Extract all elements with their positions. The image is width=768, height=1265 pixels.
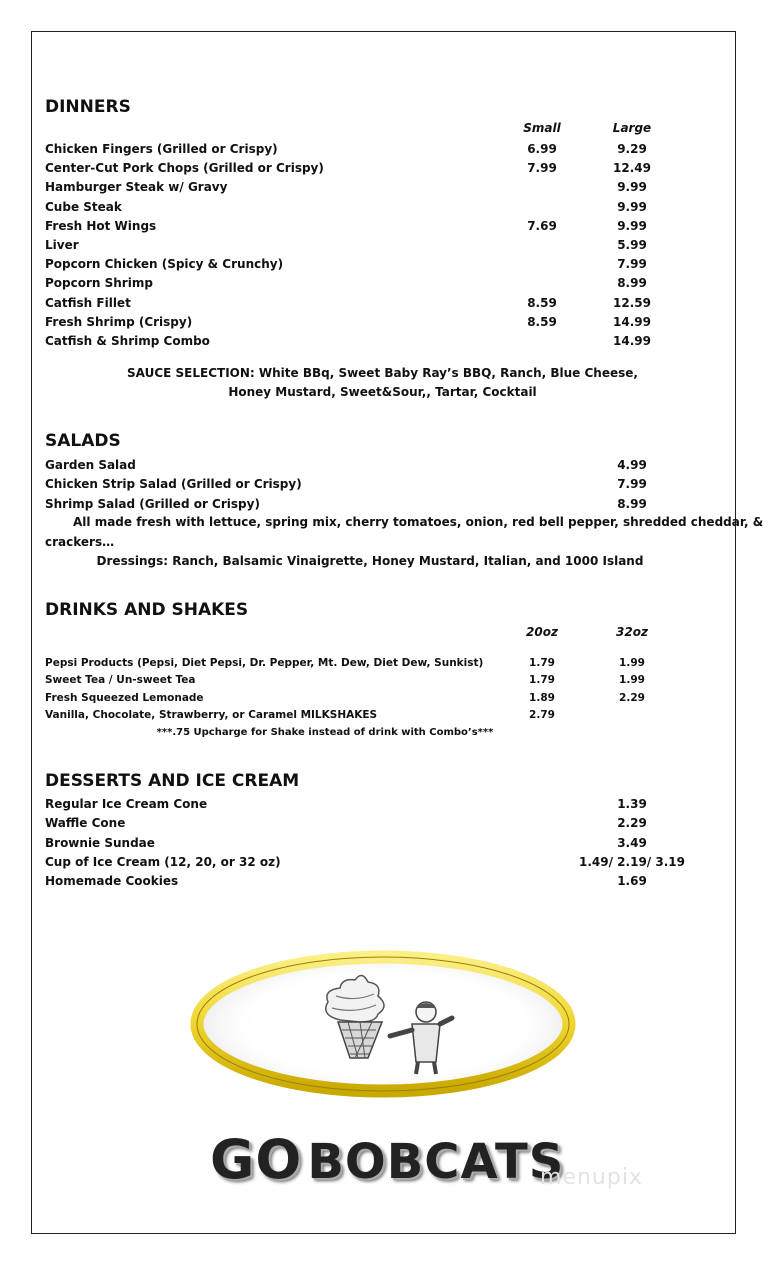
dinner-item-small-price: 6.99 [527,142,557,156]
salads-dressings: Dressings: Ranch, Balsamic Vinaigrette, Honey Mustard, Italian, and 1000 Island [96,554,644,568]
dinners-heading: DINNERS [45,97,131,117]
drink-item-20oz-price: 2.79 [529,709,555,721]
salad-item-price: 8.99 [617,497,647,511]
dessert-item-price: 3.49 [617,836,647,850]
salad-item-price: 4.99 [617,458,647,472]
drink-item-name: Vanilla, Chocolate, Strawberry, or Caramel MILKSHAKES [45,709,378,721]
dinner-item-name: Center-Cut Pork Chops (Grilled or Crispy) [45,161,324,175]
slogan-go: GO [210,1128,303,1191]
drink-item-32oz-price: 2.29 [619,692,645,704]
drinks-heading: DRINKS AND SHAKES [45,600,249,620]
dinner-item-large-price: 5.99 [617,238,647,252]
dinner-item-small-price: 7.69 [527,219,557,233]
drinks-col-20oz: 20oz [526,625,558,639]
dinner-item-large-price: 7.99 [617,257,647,271]
dessert-item-price: 1.69 [617,874,647,888]
drink-item-20oz-price: 1.79 [529,674,555,686]
dinner-item-large-price: 9.99 [617,200,647,214]
menupix-watermark: menupix [540,1165,643,1190]
dessert-item-name: Cup of Ice Cream (12, 20, or 32 oz) [45,855,281,869]
salads-note-line1: All made fresh with lettuce, spring mix, cherry tomatoes, onion, red bell pepper, shredded cheddar, & [73,515,764,529]
drink-item-name: Fresh Squeezed Lemonade [45,692,204,704]
salad-item-price: 7.99 [617,477,647,491]
dinner-item-large-price: 8.99 [617,276,647,290]
dinner-item-name: Popcorn Shrimp [45,276,153,290]
salads-heading: SALADS [45,431,121,451]
desserts-heading: DESSERTS AND ICE CREAM [45,771,300,791]
drink-item-32oz-price: 1.99 [619,674,645,686]
dessert-item-price: 1.49/ 2.19/ 3.19 [579,855,685,869]
salad-item-name: Garden Salad [45,458,136,472]
dinner-item-large-price: 9.29 [617,142,647,156]
dessert-item-price: 1.39 [617,797,647,811]
dinner-item-small-price: 7.99 [527,161,557,175]
dinner-item-name: Liver [45,238,79,252]
drink-item-20oz-price: 1.79 [529,657,555,669]
dinner-item-small-price: 8.59 [527,315,557,329]
dinner-item-name: Catfish Fillet [45,296,131,310]
dinners-col-small: Small [523,121,561,135]
salads-note-line2: crackers… [45,535,115,549]
salad-item-name: Shrimp Salad (Grilled or Crispy) [45,497,260,511]
dinner-item-large-price: 9.99 [617,219,647,233]
drinks-col-32oz: 32oz [616,625,648,639]
dessert-item-price: 2.29 [617,816,647,830]
drink-item-20oz-price: 1.89 [529,692,555,704]
dinner-item-large-price: 9.99 [617,180,647,194]
dinner-item-name: Fresh Shrimp (Crispy) [45,315,193,329]
dinner-item-large-price: 14.99 [613,334,651,348]
drink-item-32oz-price: 1.99 [619,657,645,669]
dessert-item-name: Regular Ice Cream Cone [45,797,208,811]
dinners-col-large: Large [612,121,652,135]
dinner-item-name: Chicken Fingers (Grilled or Crispy) [45,142,278,156]
dinner-item-small-price: 8.59 [527,296,557,310]
dinner-item-name: Hamburger Steak w/ Gravy [45,180,228,194]
salad-item-name: Chicken Strip Salad (Grilled or Crispy) [45,477,302,491]
dinner-item-large-price: 12.49 [613,161,651,175]
dinner-item-name: Fresh Hot Wings [45,219,157,233]
dinner-item-large-price: 12.59 [613,296,651,310]
sauce-selection-line1: SAUCE SELECTION: White BBq, Sweet Baby Ray’s BBQ, Ranch, Blue Cheese, [127,366,638,380]
dinner-item-name: Cube Steak [45,200,122,214]
dinner-item-name: Popcorn Chicken (Spicy & Crunchy) [45,257,284,271]
drinks-upcharge-note: ***.75 Upcharge for Shake instead of drink with Combo’s*** [156,727,494,738]
slogan-bobcats: BOBCATS [307,1134,565,1190]
dessert-item-name: Homemade Cookies [45,874,179,888]
sauce-selection-line2: Honey Mustard, Sweet&Sour,, Tartar, Cocktail [228,385,537,399]
dessert-item-name: Waffle Cone [45,816,126,830]
dinner-item-name: Catfish & Shrimp Combo [45,334,210,348]
drink-item-name: Sweet Tea / Un-sweet Tea [45,674,196,686]
dessert-item-name: Brownie Sundae [45,836,155,850]
ice-cream-logo [190,950,580,1100]
dinner-item-large-price: 14.99 [613,315,651,329]
slogan [210,1128,564,1191]
drink-item-name: Pepsi Products (Pepsi, Diet Pepsi, Dr. Pepper, Mt. Dew, Diet Dew, Sunkist) [45,657,484,669]
